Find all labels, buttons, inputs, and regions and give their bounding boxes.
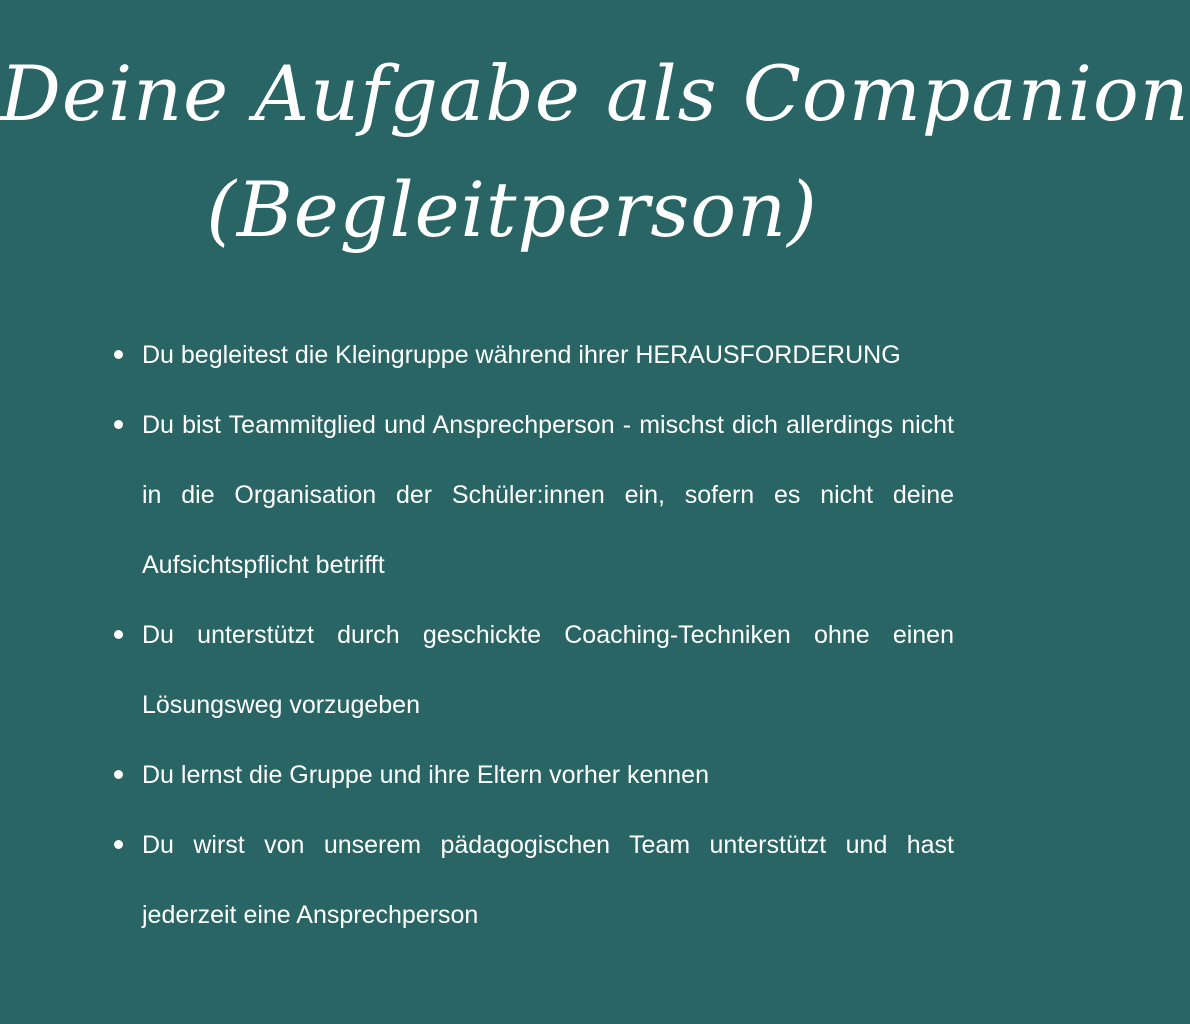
list-item: [112, 320, 954, 390]
list-item: [112, 810, 954, 950]
bullet-icon: [114, 350, 123, 359]
bullet-icon: [114, 770, 123, 779]
list-item-text: Du begleitest die Kleingruppe während ihrer HERAUSFORDERUNG: [142, 341, 901, 369]
bullet-icon: [114, 630, 123, 639]
list-item-text: Du wirst von unserem pädagogischen Team unterstützt und hast jederzeit eine Ansprechperson: [142, 831, 954, 929]
title-line-1: Deine Aufgabe als Companion: [0, 49, 1190, 138]
list-item: [112, 740, 954, 810]
list-item-text: Du bist Teammitglied und Ansprechperson - mischst dich allerdings nicht in die Organisation der Schüler:innen ein, sofern es nicht deine Aufsichtspflicht betrifft: [142, 411, 954, 579]
list-item: [112, 390, 954, 600]
list-item-text: Du unterstützt durch geschickte Coaching-Techniken ohne einen Lösungsweg vorzugeben: [142, 621, 954, 719]
title-line-2: (Begleitperson): [206, 165, 818, 254]
list-item-text: Du lernst die Gruppe und ihre Eltern vorher kennen: [142, 761, 709, 789]
bullet-icon: [114, 420, 123, 429]
list-item: [112, 600, 954, 740]
page-title: [0, 36, 1190, 268]
bullet-list: [112, 320, 954, 950]
bullet-icon: [114, 840, 123, 849]
